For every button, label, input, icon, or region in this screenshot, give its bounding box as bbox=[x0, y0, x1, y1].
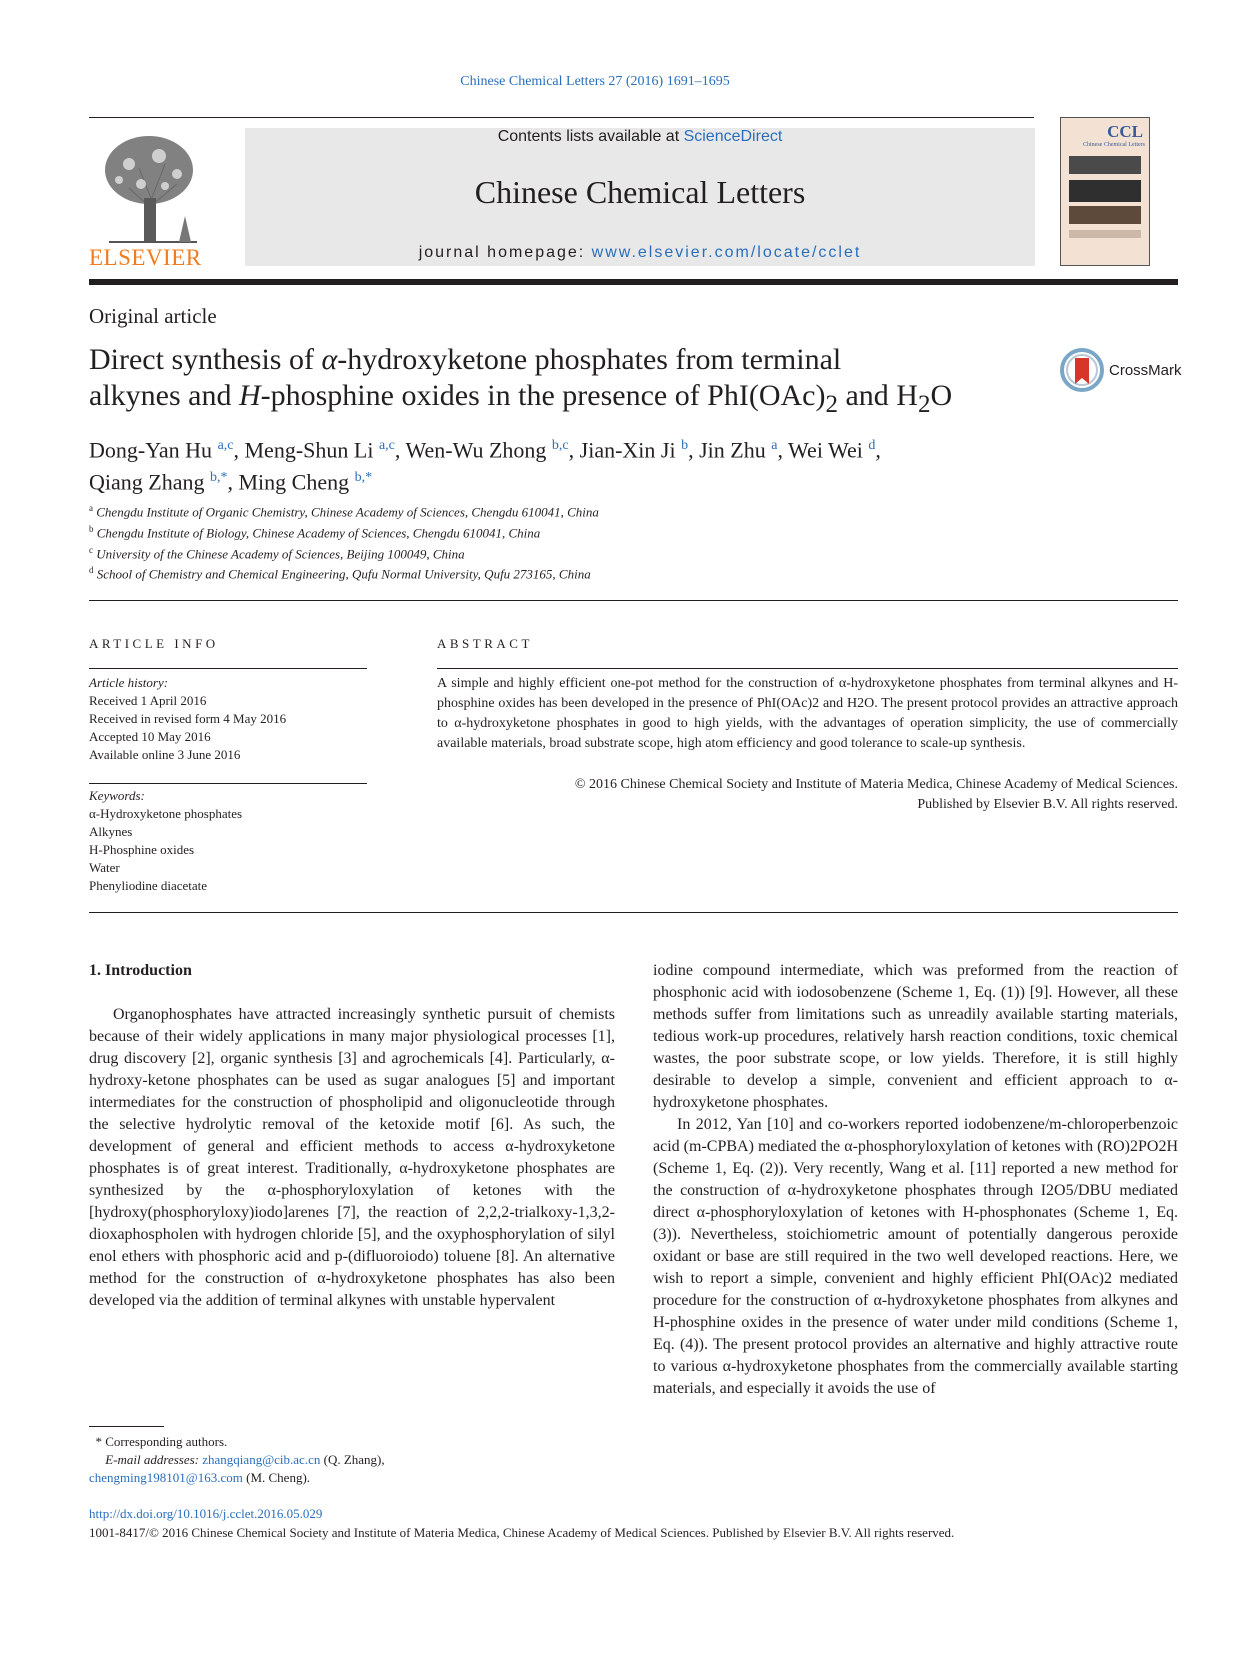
affiliation-list bbox=[89, 500, 599, 583]
issn-copyright-line: 1001-8417/© 2016 Chinese Chemical Society and Institute of Materia Medica, Chinese Academy of Medical Sciences. Published by Elsevier B.V. All rights reserved. bbox=[89, 1525, 955, 1540]
title-subscript: 2 bbox=[917, 391, 931, 418]
contents-prefix: Contents lists available at bbox=[497, 128, 684, 145]
keyword-item: Water bbox=[89, 860, 120, 875]
abstract-rule bbox=[437, 668, 1178, 669]
body-paragraph: Organophosphates have attracted increasingly synthetic pursuit of chemists because of their widely applications in many major physiological processes [1], drug discovery [2], organic synthesis [3] and agrochemicals [4]. Particularly, α-hydroxy-ketone phosphates can be used as sugar analogues [5] and important intermediates for the construction of phospholipid and oligonucleotide through the selective hydrolytic removal of the ketoxide motif [6]. As such, the development of general and efficient methods to access α-hydroxyketone phosphates is of great interest. Traditionally, α-hydroxyketone phosphates are synthesized by the α-phosphoryloxylation of ketones with the [hydroxy(phosphoryloxy)iodo]arenes [7], the reaction of 2,2,2-trialkoxy-1,3,2-dioxaphospholen with hydrogen chloride [5], and the oxyphosphorylation of silyl enol ethers with phosphoric acid and p-(difluoroiodo) toluene [8]. An alternative method for the construction of α-hydroxyketone phosphates has also been developed via the addition of terminal alkynes with unstable hypervalent bbox=[89, 1006, 615, 1309]
published-line: Published by Elsevier B.V. All rights reserved. bbox=[917, 797, 1178, 812]
author-name: Qiang Zhang bbox=[89, 469, 205, 495]
author-name: Wei Wei bbox=[788, 437, 863, 463]
corresponding-note: Corresponding authors. bbox=[105, 1434, 228, 1449]
copyright-line: © 2016 Chinese Chemical Society and Institute of Materia Medica, Chinese Academy of Medical Sciences. bbox=[574, 777, 1178, 792]
section-rule bbox=[89, 600, 1178, 601]
author-affiliation[interactable]: a,c bbox=[217, 438, 234, 453]
title-text: -phosphine oxides in the presence of PhI(OAc) bbox=[260, 379, 826, 412]
affiliation-key: b bbox=[89, 523, 94, 534]
title-italic-h: H bbox=[238, 379, 261, 412]
keywords bbox=[89, 787, 242, 895]
author-name: Dong-Yan Hu bbox=[89, 437, 213, 463]
body-column-left bbox=[89, 1004, 615, 1312]
journal-cover-thumbnail[interactable] bbox=[1060, 117, 1150, 266]
cover-label: CCL bbox=[1107, 122, 1143, 141]
history-item: Received 1 April 2016 bbox=[89, 693, 207, 708]
title-text: alkynes and bbox=[89, 379, 239, 412]
author-affiliation[interactable]: d bbox=[868, 438, 876, 453]
title-text: O bbox=[930, 379, 953, 412]
author-name: Ming Cheng bbox=[238, 469, 350, 495]
affiliation-item bbox=[89, 562, 599, 583]
footnote-rule bbox=[89, 1426, 164, 1427]
affiliation-item bbox=[89, 500, 599, 521]
cover-image-band bbox=[1069, 180, 1141, 202]
doi-link[interactable]: http://dx.doi.org/10.1016/j.cclet.2016.05.029 bbox=[89, 1506, 323, 1521]
header-rule bbox=[89, 117, 1034, 118]
keyword-item: Phenyliodine diacetate bbox=[89, 878, 208, 893]
title-text: -hydroxyketone phosphates from terminal bbox=[337, 343, 842, 376]
article-info-heading: ARTICLE INFO bbox=[89, 636, 219, 651]
affiliation-text: University of the Chinese Academy of Sciences, Beijing 100049, China bbox=[96, 545, 465, 561]
article-history bbox=[89, 674, 286, 764]
article-type: Original article bbox=[89, 304, 217, 328]
author-name: Wen-Wu Zhong bbox=[405, 437, 547, 463]
crossmark-label[interactable]: CrossMark bbox=[1109, 362, 1182, 379]
section-rule bbox=[89, 912, 1178, 913]
title-alpha: α bbox=[321, 343, 338, 376]
body-paragraph: iodine compound intermediate, which was preformed from the reaction of phosphonic acid with iodosobenzene (Scheme 1, Eq. (1)) [9]. However, all these methods suffer from limitations such as unreadily available starting materials, tedious work-up procedures, relatively harsh reaction conditions, toxic chemical wastes, the poor substrate scope, or low yields. Therefore, it is still highly desirable to develop a simple, convenient and efficient approach to α-hydroxyketone phosphates. bbox=[653, 962, 1178, 1111]
history-item: Available online 3 June 2016 bbox=[89, 747, 241, 762]
history-label: Article history: bbox=[89, 675, 169, 690]
abstract-heading: ABSTRACT bbox=[437, 636, 533, 651]
affiliation-text: Chengdu Institute of Organic Chemistry, Chinese Academy of Sciences, Chengdu 610041, China bbox=[96, 504, 599, 520]
journal-name: Chinese Chemical Letters bbox=[474, 174, 806, 210]
affiliation-text: Chengdu Institute of Biology, Chinese Academy of Sciences, Chengdu 610041, China bbox=[96, 525, 541, 541]
author-affiliation[interactable]: a,c bbox=[378, 438, 395, 453]
affiliation-key: d bbox=[89, 565, 94, 576]
section-heading-introduction: 1. Introduction bbox=[89, 962, 192, 979]
title-text: and H bbox=[837, 379, 918, 412]
cover-image-band bbox=[1069, 206, 1141, 224]
journal-reference[interactable]: Chinese Chemical Letters 27 (2016) 1691–1695 bbox=[460, 74, 730, 89]
elsevier-wordmark: ELSEVIER bbox=[89, 245, 202, 270]
email-link[interactable]: zhangqiang@cib.ac.cn bbox=[202, 1452, 321, 1467]
sciencedirect-link[interactable]: ScienceDirect bbox=[683, 128, 783, 145]
header-thick-rule bbox=[89, 279, 1178, 285]
info-rule bbox=[89, 668, 367, 669]
homepage-prefix: journal homepage: bbox=[418, 244, 592, 261]
keyword-item: Alkynes bbox=[89, 824, 133, 839]
history-item: Received in revised form 4 May 2016 bbox=[89, 711, 287, 726]
email-link[interactable]: chengming198101@163.com bbox=[89, 1470, 243, 1485]
author-name: Meng-Shun Li bbox=[244, 437, 374, 463]
author-affiliation[interactable]: b,* bbox=[209, 470, 228, 486]
author-list: Dong-Yan Hu $^{a,c}$, Meng-Shun Li $^{a,c}$, Wen-Wu Zhong $^{b,c}$, Jian-Xin Ji $^b$, Jin Zhu $^a$, Wei Wei $^d$, Qiang Zhang $^{b,*}$, Ming Cheng $^{b,*}$ bbox=[89, 437, 881, 495]
contents-line bbox=[245, 128, 1035, 146]
keyword-item: α-Hydroxyketone phosphates bbox=[89, 806, 243, 821]
author-name: Jin Zhu bbox=[699, 437, 766, 463]
keywords-label: Keywords: bbox=[89, 788, 145, 803]
author-affiliation[interactable]: a bbox=[771, 438, 778, 453]
cover-image-band bbox=[1069, 156, 1141, 174]
body-paragraph: In 2012, Yan [10] and co-workers reported iodobenzene/m-chloroperbenzoic acid (m-CPBA) mediated the α-phosphoryloxylation of ketones with (RO)2PO2H (Scheme 1, Eq. (2)). Very recently, Wang et al. [11] reported a new method for the construction of α-hydroxyketone phosphates through I2O5/DBU mediated direct α-phosphoryloxylation of ketones with H-phosphonates (Scheme 1, Eq. (3)). Nevertheless, stoichiometric amount of potentially dangerous peroxide oxidant or base are still required in the two well developed reactions. Here, we wish to report a simple, convenient and highly efficient PhI(OAc)2 mediated procedure for the construction of α-hydroxyketone phosphates from alkynes and H-phosphine oxides in the presence of water under mild conditions (Scheme 1, Eq. (4)). The present protocol provides an alternative and highly attractive route to various α-hydroxyketone phosphates from the commercially available starting materials, and especially it avoids the use of bbox=[653, 1116, 1178, 1397]
footnote: * Corresponding authors. E-mail addresses: zhangqiang@cib.ac.cn (Q. Zhang), chengming198101@163.com (M. Cheng). bbox=[89, 1434, 385, 1485]
abstract-text: A simple and highly efficient one-pot method for the construction of α-hydroxyketone phosphates from terminal alkynes and H-phosphine oxides has been developed in the presence of PhI(OAc)2 and H2O. The present protocol provides an attractive approach to α-hydroxyketone phosphates in good to high yields, with the advantages of operation simplicity, the use of commercially available materials, broad substrate scope, high atom efficiency and good tolerance to scale-up synthesis. bbox=[437, 676, 1178, 751]
affiliation-key: a bbox=[89, 503, 93, 513]
homepage-line bbox=[245, 244, 1035, 262]
history-item: Accepted 10 May 2016 bbox=[89, 729, 211, 744]
author-affiliation[interactable]: b,* bbox=[354, 470, 373, 486]
affiliation-text: School of Chemistry and Chemical Engineering, Qufu Normal University, Qufu 273165, China bbox=[96, 566, 591, 582]
keyword-item: H-Phosphine oxides bbox=[89, 842, 195, 857]
crossmark-icon[interactable] bbox=[1060, 348, 1104, 392]
article-title bbox=[89, 342, 1049, 423]
email-owner: (Q. Zhang), bbox=[320, 1452, 385, 1467]
info-rule bbox=[89, 783, 367, 784]
homepage-link[interactable]: www.elsevier.com/locate/cclet bbox=[591, 244, 862, 261]
title-text: Direct synthesis of bbox=[89, 343, 322, 376]
affiliation-key: c bbox=[89, 544, 93, 555]
abstract-copyright bbox=[437, 775, 1178, 815]
body-column-right bbox=[653, 960, 1178, 1400]
cover-image-band bbox=[1069, 230, 1141, 238]
author-affiliation[interactable]: b bbox=[681, 438, 689, 453]
title-subscript: 2 bbox=[825, 391, 838, 418]
email-label: E-mail addresses: bbox=[105, 1452, 203, 1467]
cover-subtitle: Chinese Chemical Letters bbox=[1083, 142, 1145, 148]
author-name: Jian-Xin Ji bbox=[579, 437, 676, 463]
email-owner: (M. Cheng). bbox=[242, 1470, 311, 1485]
author-affiliation[interactable]: b,c bbox=[551, 438, 569, 453]
affiliation-item bbox=[89, 542, 599, 563]
affiliation-item bbox=[89, 521, 599, 542]
